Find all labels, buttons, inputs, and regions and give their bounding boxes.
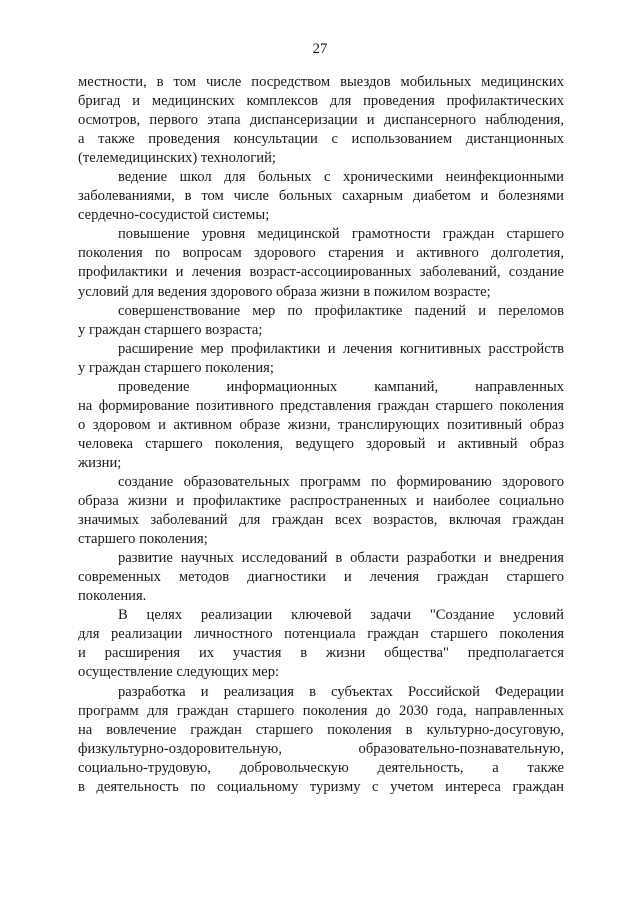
text-line: жизни; (78, 454, 122, 471)
text-line: старшего поколения; (78, 531, 208, 548)
text-line: о здоровом и активном образе жизни, транслирующих позитивный образ (78, 416, 564, 433)
text-line: разработка и реализация в субъектах Российской Федерации (118, 683, 564, 700)
text-line: бригад и медицинских комплексов для проведения профилактических (78, 93, 564, 110)
text-line: развитие научных исследований в области разработки и внедрения (118, 550, 564, 567)
text-line: (телемедицинских) технологий; (78, 150, 276, 167)
text-line: у граждан старшего поколения; (78, 359, 274, 376)
text-line: сердечно-сосудистой системы; (78, 207, 270, 224)
text-line: физкультурно-оздоровительную, образовательно-познавательную, (78, 740, 564, 757)
text-line: программ для граждан старшего поколения до 2030 года, направленных (78, 702, 564, 719)
text-line: В целях реализации ключевой задачи "Создание условий (118, 607, 564, 624)
text-line: расширение мер профилактики и лечения когнитивных расстройств (118, 340, 564, 357)
text-line: поколения. (78, 588, 147, 605)
text-line: социально-трудовую, добровольческую деятельность, а также (78, 759, 564, 776)
text-line: поколения по вопросам здорового старения и активного долголетия, (78, 245, 564, 262)
text-line: осмотров, первого этапа диспансеризации и диспансерного наблюдения, (78, 112, 564, 129)
text-line: профилактики и лечения возраст-ассоциированных заболеваний, создание (78, 264, 564, 281)
text-line: у граждан старшего возраста; (78, 321, 263, 338)
text-line: значимых заболеваний для граждан всех возрастов, включая граждан (78, 512, 564, 529)
text-line: образа жизни и профилактике распространенных и наиболее социально (78, 493, 564, 510)
text-line: заболеваниями, в том числе больных сахарным диабетом и болезнями (78, 188, 564, 205)
text-line: повышение уровня медицинской грамотности граждан старшего (118, 226, 564, 243)
page-number: 27 (312, 41, 328, 57)
text-line: осуществление следующих мер: (78, 664, 280, 681)
text-line: совершенствование мер по профилактике падений и переломов (118, 302, 564, 319)
text-line: местности, в том числе посредством выездов мобильных медицинских (78, 74, 564, 90)
text-line: проведение информационных кампаний, направленных (118, 378, 564, 395)
text-line: а также проведения консультации с использованием дистанционных (78, 131, 564, 148)
text-line: в деятельность по социальному туризму с учетом интереса граждан (78, 778, 564, 795)
text-line: современных методов диагностики и лечения граждан старшего (78, 569, 564, 586)
text-line: на вовлечение граждан старшего поколения в культурно-досуговую, (78, 721, 564, 738)
text-line: человека старшего поколения, ведущего здоровый и активный образ (78, 435, 564, 452)
body-text (78, 73, 564, 797)
text-line: для реализации личностного потенциала граждан старшего поколения (78, 626, 564, 643)
text-line: и расширения их участия в жизни общества" предполагается (78, 645, 564, 662)
text-line: создание образовательных программ по формированию здорового (118, 473, 564, 490)
text-line: условий для ведения здорового образа жизни в пожилом возрасте; (78, 283, 491, 300)
text-line: ведение школ для больных с хроническими неинфекционными (118, 169, 564, 186)
text-line: на формирование позитивного представления граждан старшего поколения (78, 397, 564, 414)
